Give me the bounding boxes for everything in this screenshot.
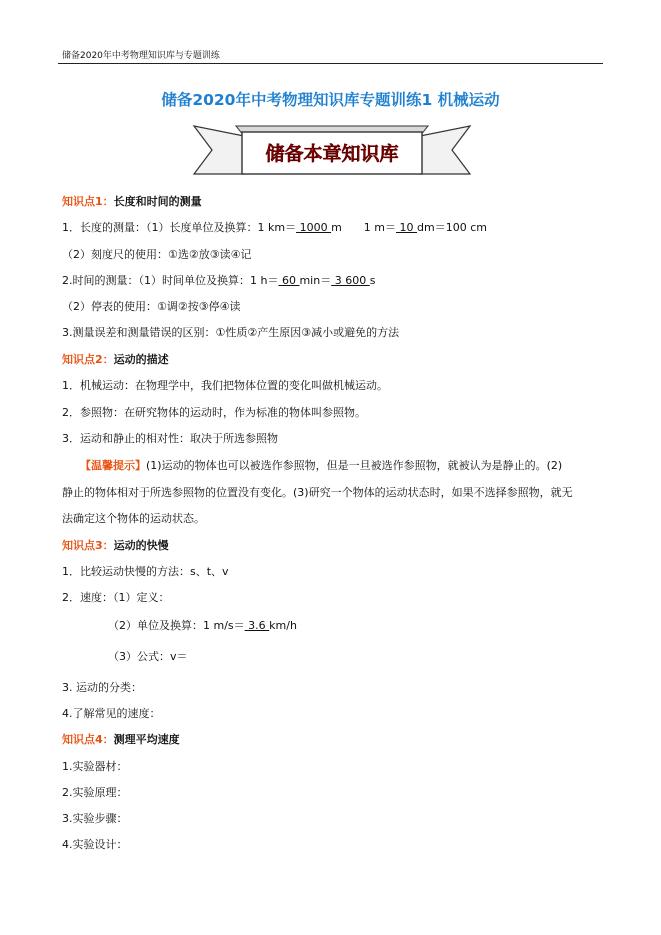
k3-line4: （3）公式：v＝ <box>108 650 188 663</box>
k1-line5: 3.测量误差和测量错误的区别：①性质②产生原因③减小或避免的方法 <box>62 326 400 339</box>
k3-line3-text: （2）单位及换算：1 m/s＝ <box>108 619 245 632</box>
k3-line2: 2．速度：（1）定义： <box>62 591 170 604</box>
k2-heading <box>62 351 169 367</box>
k2-line2: 2．参照物：在研究物体的运动时，作为标准的物体叫参照物。 <box>62 406 366 419</box>
k2-label: 知识点2： <box>62 353 114 366</box>
ms-to-kmh-answer: 3.6 <box>244 619 270 632</box>
document-title: 储备2020年中考物理知识库专题训练1 机械运动 <box>161 91 500 109</box>
k4-heading <box>62 731 180 747</box>
k1-heading <box>62 193 202 209</box>
k1-line1-text-2: m 1 m＝ <box>331 221 397 234</box>
k1-line3-text-2: min＝ <box>299 274 332 287</box>
k3-heading <box>62 537 169 553</box>
page-header: 储备2020年中考物理知识库与专题训练 <box>62 51 220 61</box>
k1-line1-text: 1．长度的测量：（1）长度单位及换算：1 km＝ <box>62 221 297 234</box>
k4-line3: 3.实验步骤： <box>62 812 128 825</box>
k4-title: 测理平均速度 <box>113 733 180 746</box>
k1-line3 <box>62 272 375 288</box>
header-rule <box>58 63 603 64</box>
k4-line2: 2.实验原理： <box>62 786 128 799</box>
k3-label: 知识点3： <box>62 539 114 552</box>
chapter-banner <box>192 118 472 187</box>
k1-line3-text-3: s <box>369 274 376 287</box>
k2-hint-line3: 法确定这个物体的运动状态。 <box>62 512 205 525</box>
min-to-s-answer: 3 600 <box>331 274 370 287</box>
k3-line3 <box>108 617 297 633</box>
banner-text: 储备本章知识库 <box>265 143 399 165</box>
k3-title: 运动的快慢 <box>113 539 169 552</box>
k4-line1: 1.实验器材： <box>62 760 128 773</box>
k1-title: 长度和时间的测量 <box>113 195 202 208</box>
k2-line1: 1．机械运动：在物理学中，我们把物体位置的变化叫做机械运动。 <box>62 379 388 392</box>
hint-label: 【温馨提示】 <box>80 459 146 472</box>
k4-line4: 4.实验设计： <box>62 838 128 851</box>
k1-line3-text: 2.时间的测量：（1）时间单位及换算：1 h＝ <box>62 274 279 287</box>
k1-line2: （2）刻度尺的使用：①选②放③读④记 <box>62 248 252 261</box>
k1-line4: （2）停表的使用：①调②按③停④读 <box>62 300 241 313</box>
km-to-m-answer: 1000 <box>296 221 332 234</box>
m-to-dm-answer: 10 <box>396 221 418 234</box>
k1-line1 <box>62 219 487 235</box>
k3-line6: 4.了解常见的速度： <box>62 707 161 720</box>
k1-line1-text-3: dm＝100 cm <box>417 221 487 234</box>
k2-title: 运动的描述 <box>113 353 169 366</box>
hint-text-1: (1)运动的物体也可以被选作参照物，但是一旦被选作参照物，就被认为是静止的。(2) <box>146 459 563 472</box>
k2-hint-line1 <box>80 457 562 473</box>
k2-line3: 3．运动和静止的相对性：取决于所选参照物 <box>62 432 278 445</box>
k3-line3-text-2: km/h <box>269 619 297 632</box>
k4-label: 知识点4： <box>62 733 114 746</box>
k3-line1: 1．比较运动快慢的方法：s、t、v <box>62 565 229 578</box>
k2-hint-line2: 静止的物体相对于所选参照物的位置没有变化。(3)研究一个物体的运动状态时，如果不选择参照物，就无 <box>62 486 573 499</box>
h-to-min-answer: 60 <box>278 274 300 287</box>
k3-line5: 3. 运动的分类： <box>62 681 142 694</box>
k1-label: 知识点1： <box>62 195 114 208</box>
